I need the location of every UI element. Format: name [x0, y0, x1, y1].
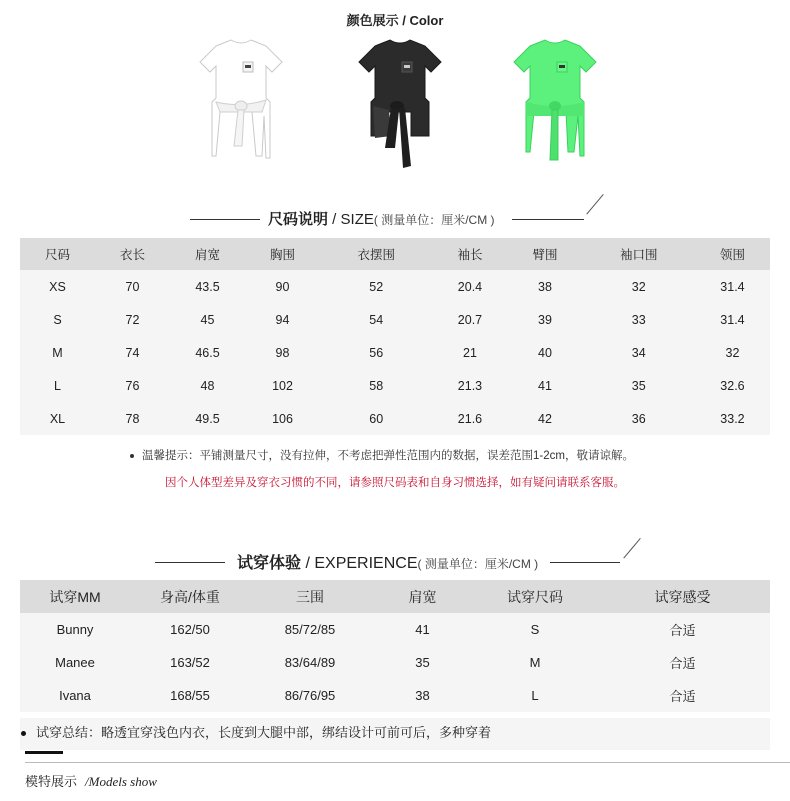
table-cell: 70 [125, 279, 140, 294]
table-row [20, 270, 770, 303]
size-header-length: 衣长 [119, 248, 145, 262]
exp-header-measurements: 三围 [296, 588, 324, 605]
models-section-title [25, 771, 157, 790]
size-table-header-row [20, 238, 770, 270]
table-cell: 33 [631, 312, 646, 327]
exp-header-shoulder: 肩宽 [408, 588, 437, 605]
size-table [20, 238, 770, 435]
divider-line [512, 219, 584, 220]
experience-table [20, 580, 770, 712]
table-cell: 74 [125, 345, 140, 360]
table-cell: Bunny [56, 622, 94, 637]
divider-line [550, 562, 620, 563]
table-cell: 162/50 [170, 622, 210, 637]
table-row [20, 336, 770, 369]
table-cell: 41 [538, 378, 552, 393]
table-cell: S [53, 312, 62, 327]
table-cell: 43.5 [195, 279, 220, 294]
white-shirt-image [186, 36, 296, 176]
table-cell: 49.5 [195, 411, 220, 426]
table-cell: 60 [369, 411, 384, 426]
divider-line [190, 219, 260, 220]
size-header-neck: 领围 [719, 248, 745, 262]
experience-table-header-row [20, 580, 770, 613]
models-title-cn: 模特展示 [25, 774, 78, 789]
table-cell: XL [49, 411, 66, 426]
table-cell: 52 [369, 279, 384, 294]
table-row [20, 369, 770, 402]
table-cell: 90 [275, 279, 290, 294]
table-cell: 21.3 [457, 378, 483, 393]
experience-section-title: 试穿体验 / EXPERIENCE( 测量单位：厘米/CM ) [237, 555, 539, 572]
table-row [20, 613, 770, 646]
size-header-size: 尺码 [44, 248, 70, 262]
bullet-icon [21, 731, 26, 736]
experience-section-header [0, 550, 790, 574]
table-cell: 46.5 [195, 345, 220, 360]
table-cell: 56 [369, 345, 384, 360]
table-cell: 34 [631, 345, 646, 360]
table-cell: 45 [200, 312, 215, 327]
table-cell: 78 [125, 411, 140, 426]
size-header-cuff: 袖口围 [619, 248, 658, 262]
table-cell: 20.7 [457, 312, 483, 327]
table-cell: XS [49, 279, 66, 294]
table-cell: 合适 [669, 623, 696, 638]
table-cell: 38 [415, 688, 430, 703]
table-cell: M [529, 655, 541, 670]
summary-text: 试穿总结：略透宜穿浅色内衣，长度到大腿中部，绑结设计可前可后，多种穿着 [36, 725, 492, 740]
table-cell: 39 [538, 312, 552, 327]
green-shirt-image [500, 36, 610, 176]
table-cell: 32.6 [720, 378, 745, 393]
size-header-hem: 衣摆围 [357, 248, 395, 262]
table-cell: 合适 [669, 656, 696, 671]
table-cell: 72 [125, 312, 140, 327]
table-cell: 31.4 [720, 279, 745, 294]
table-cell: 38 [538, 279, 552, 294]
table-cell: 85/72/85 [284, 622, 336, 637]
table-cell: L [531, 688, 539, 703]
table-cell: 54 [369, 312, 384, 327]
size-section-header [0, 208, 790, 232]
table-cell: 合适 [669, 689, 696, 704]
measurement-tip [130, 447, 634, 463]
table-cell: 86/76/95 [284, 688, 336, 703]
models-title-en: /Models show [85, 774, 157, 789]
table-cell: S [530, 622, 540, 637]
table-cell: 48 [200, 378, 215, 393]
table-cell: 76 [125, 378, 140, 393]
table-cell: L [54, 378, 61, 393]
table-cell: 163/52 [170, 655, 210, 670]
size-header-bust: 胸围 [269, 248, 295, 262]
size-header-sleeve: 袖长 [457, 248, 483, 262]
table-cell: 31.4 [720, 312, 745, 327]
table-row [20, 646, 770, 679]
table-cell: 98 [275, 345, 290, 360]
table-cell: 102 [272, 378, 293, 393]
tip-text: 温馨提示：平铺测量尺寸，没有拉伸，不考虑把弹性范围内的数据，误差范围1-2cm，敬请谅解。 [142, 450, 634, 462]
table-row [20, 402, 770, 435]
table-cell: 32 [631, 279, 646, 294]
table-cell: 41 [415, 622, 430, 637]
bullet-icon [130, 454, 134, 458]
table-cell: 168/55 [170, 688, 210, 703]
table-row [20, 679, 770, 712]
size-header-arm: 臂围 [532, 248, 558, 262]
table-cell: Manee [55, 655, 95, 670]
models-divider [25, 762, 790, 763]
size-advice-note: 因个人体型差异及穿衣习惯的不同，请参照尺码表和自身习惯选择，如有疑问请联系客服。 [165, 477, 625, 489]
table-cell: 35 [631, 378, 646, 393]
exp-header-size: 试穿尺码 [507, 588, 563, 605]
size-section-title: 尺码说明 / SIZE( 测量单位：厘米/CM ) [268, 211, 495, 228]
table-cell: 94 [275, 312, 290, 327]
table-row [20, 303, 770, 336]
size-header-shoulder: 肩宽 [194, 248, 220, 262]
table-cell: 21.6 [457, 411, 483, 426]
table-cell: 33.2 [720, 411, 745, 426]
table-cell: 36 [631, 411, 646, 426]
divider-slash [623, 538, 640, 559]
try-on-summary [20, 718, 770, 750]
divider-line [155, 562, 225, 563]
table-cell: 106 [272, 411, 293, 426]
table-cell: M [52, 345, 63, 360]
table-cell: 20.4 [457, 279, 483, 294]
table-cell: 58 [369, 378, 384, 393]
exp-header-height-weight: 身高/体重 [160, 588, 220, 605]
table-cell: 32 [725, 345, 740, 360]
black-shirt-image [345, 36, 455, 176]
table-cell: 42 [538, 411, 552, 426]
color-section-title: 颜色展示 / Color [346, 13, 444, 28]
table-cell: 35 [415, 655, 430, 670]
models-accent-bar [25, 751, 63, 754]
table-cell: 83/64/89 [284, 655, 336, 670]
table-cell: 40 [538, 345, 552, 360]
divider-slash [586, 194, 603, 215]
table-cell: 21 [463, 345, 477, 360]
table-cell: Ivana [59, 688, 91, 703]
exp-header-feeling: 试穿感受 [654, 588, 711, 605]
exp-header-model: 试穿MM [49, 588, 101, 605]
